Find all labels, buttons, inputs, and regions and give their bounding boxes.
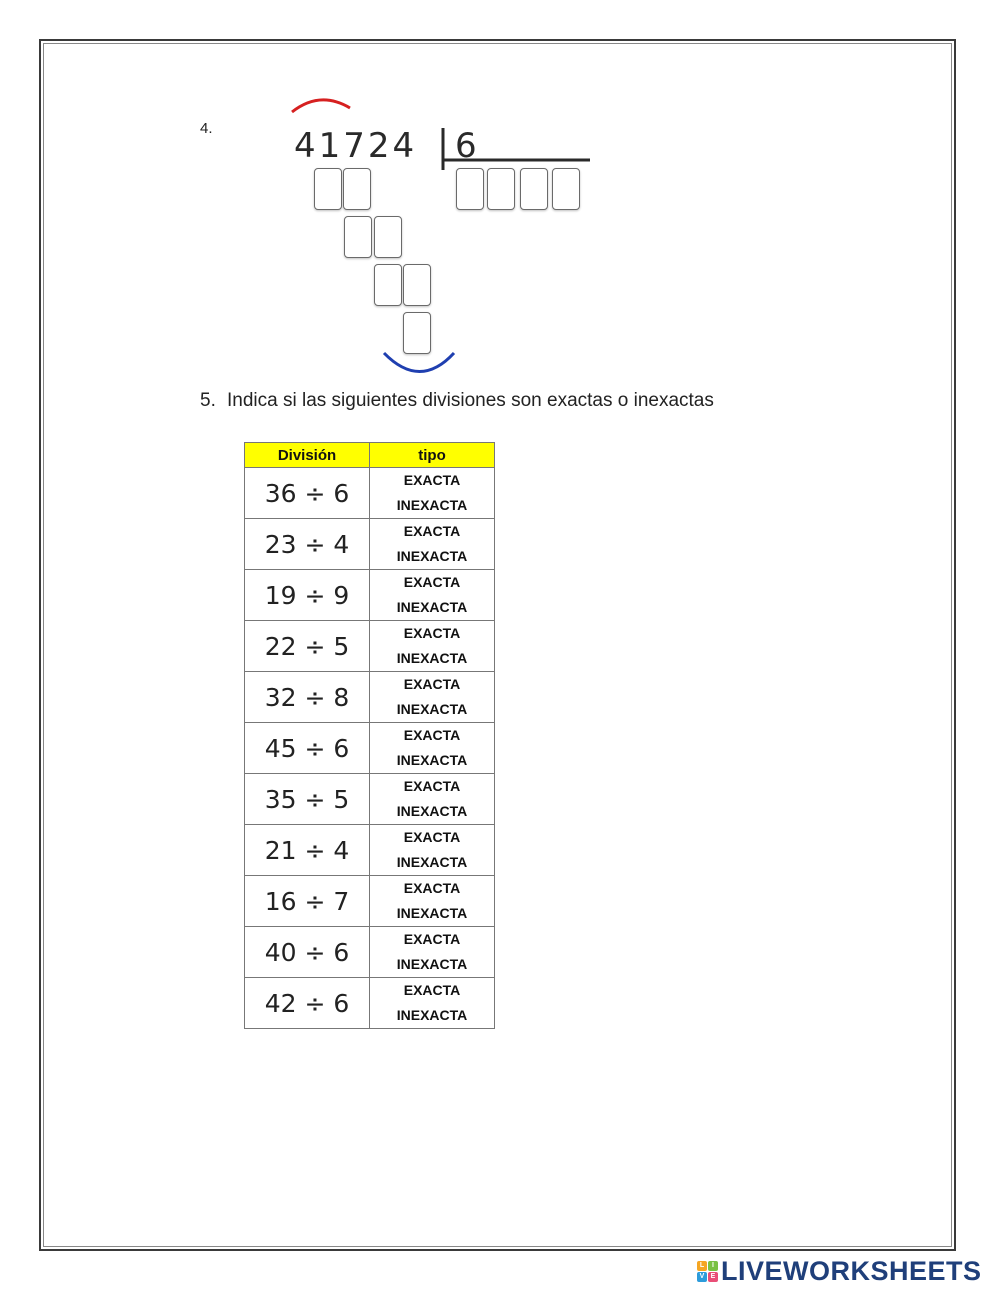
type-options <box>370 876 495 927</box>
option-exacta[interactable]: EXACTA <box>403 625 461 641</box>
option-exacta[interactable]: EXACTA <box>403 982 461 998</box>
table-row <box>245 570 495 621</box>
table-row <box>245 927 495 978</box>
table-row <box>245 519 495 570</box>
table-row <box>245 621 495 672</box>
type-options <box>370 825 495 876</box>
division-expression: 32 ÷ 8 <box>245 672 370 723</box>
answer-box[interactable] <box>403 264 431 306</box>
table-row <box>245 825 495 876</box>
option-inexacta[interactable]: INEXACTA <box>396 1007 468 1023</box>
divisor: 6 <box>455 126 477 166</box>
type-options <box>370 468 495 519</box>
liveworksheets-logo-icon: L I V E <box>697 1261 718 1282</box>
division-expression: 22 ÷ 5 <box>245 621 370 672</box>
type-options <box>370 570 495 621</box>
type-options <box>370 519 495 570</box>
division-expression: 35 ÷ 5 <box>245 774 370 825</box>
quotient-box[interactable] <box>456 168 484 210</box>
division-expression: 19 ÷ 9 <box>245 570 370 621</box>
question-5-instruction <box>200 390 714 412</box>
option-exacta[interactable]: EXACTA <box>403 574 461 590</box>
answer-box[interactable] <box>374 216 402 258</box>
logo-text: LIVEWORKSHEETS <box>721 1255 982 1286</box>
option-exacta[interactable]: EXACTA <box>403 829 461 845</box>
header-division: División <box>245 443 370 468</box>
division-table <box>244 442 495 1029</box>
option-exacta[interactable]: EXACTA <box>403 880 461 896</box>
division-expression: 42 ÷ 6 <box>245 978 370 1029</box>
table-row <box>245 876 495 927</box>
option-inexacta[interactable]: INEXACTA <box>396 803 468 819</box>
division-expression: 23 ÷ 4 <box>245 519 370 570</box>
division-expression: 16 ÷ 7 <box>245 876 370 927</box>
division-expression: 36 ÷ 6 <box>245 468 370 519</box>
type-options <box>370 621 495 672</box>
option-inexacta[interactable]: INEXACTA <box>396 854 468 870</box>
quotient-box[interactable] <box>487 168 515 210</box>
type-options <box>370 927 495 978</box>
top-arc-mark <box>292 100 350 112</box>
type-options <box>370 774 495 825</box>
division-table-body <box>245 468 495 1029</box>
answer-box[interactable] <box>374 264 402 306</box>
table-row <box>245 672 495 723</box>
table-row <box>245 774 495 825</box>
table-row <box>245 978 495 1029</box>
question-5-number: 5. <box>200 390 216 411</box>
answer-box[interactable] <box>403 312 431 354</box>
option-inexacta[interactable]: INEXACTA <box>396 497 468 513</box>
option-exacta[interactable]: EXACTA <box>403 778 461 794</box>
answer-box[interactable] <box>344 216 372 258</box>
long-division-figure <box>280 90 610 390</box>
option-inexacta[interactable]: INEXACTA <box>396 599 468 615</box>
option-exacta[interactable]: EXACTA <box>403 472 461 488</box>
option-inexacta[interactable]: INEXACTA <box>396 905 468 921</box>
question-4-number: 4. <box>200 120 213 137</box>
division-expression: 21 ÷ 4 <box>245 825 370 876</box>
option-inexacta[interactable]: INEXACTA <box>396 548 468 564</box>
type-options <box>370 723 495 774</box>
bottom-arc-mark <box>384 353 454 372</box>
option-inexacta[interactable]: INEXACTA <box>396 701 468 717</box>
option-inexacta[interactable]: INEXACTA <box>396 752 468 768</box>
answer-box[interactable] <box>343 168 371 210</box>
question-5-text: Indica si las siguientes divisiones son exactas o inexactas <box>227 390 714 411</box>
quotient-box[interactable] <box>552 168 580 210</box>
option-exacta[interactable]: EXACTA <box>403 931 461 947</box>
option-exacta[interactable]: EXACTA <box>403 523 461 539</box>
option-inexacta[interactable]: INEXACTA <box>396 650 468 666</box>
quotient-box[interactable] <box>520 168 548 210</box>
dividend: 41724 <box>294 126 418 166</box>
division-expression: 40 ÷ 6 <box>245 927 370 978</box>
header-tipo: tipo <box>370 443 495 468</box>
division-expression: 45 ÷ 6 <box>245 723 370 774</box>
type-options <box>370 672 495 723</box>
table-row <box>245 723 495 774</box>
liveworksheets-logo[interactable] <box>697 1256 982 1286</box>
table-row <box>245 468 495 519</box>
option-inexacta[interactable]: INEXACTA <box>396 956 468 972</box>
answer-box[interactable] <box>314 168 342 210</box>
option-exacta[interactable]: EXACTA <box>403 676 461 692</box>
option-exacta[interactable]: EXACTA <box>403 727 461 743</box>
type-options <box>370 978 495 1029</box>
